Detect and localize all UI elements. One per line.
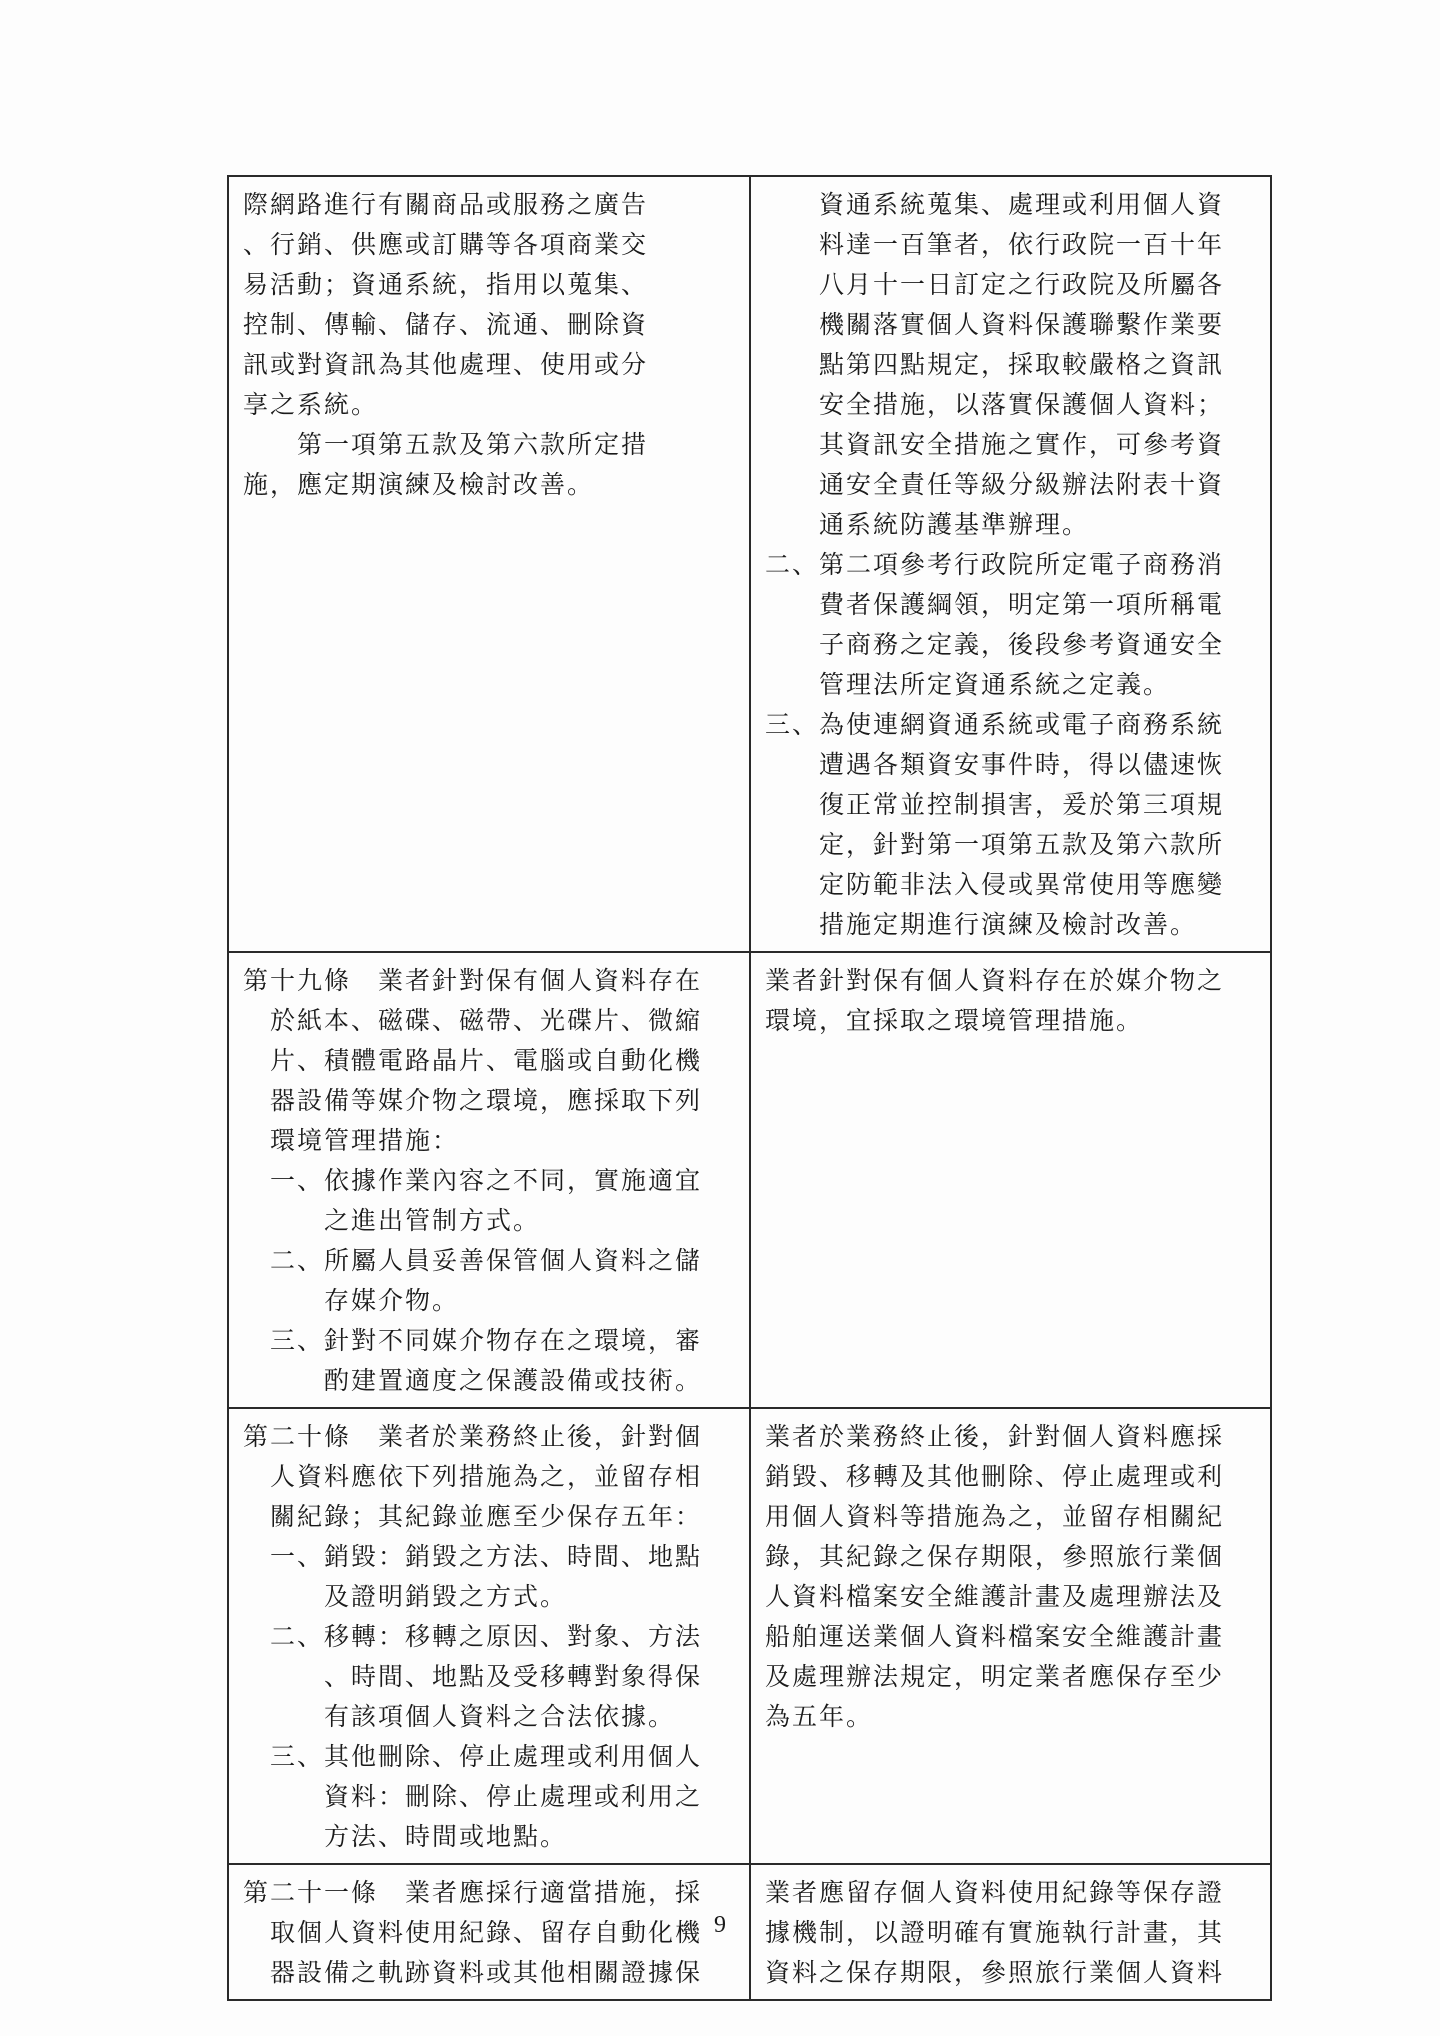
text-line: 片、積體電路晶片、電腦或自動化機	[243, 1046, 703, 1075]
text-line: 二、所屬人員妥善保管個人資料之儲	[243, 1246, 703, 1275]
text-line: 點第四點規定，採取較嚴格之資訊	[765, 350, 1225, 379]
text-line: 酌建置適度之保護設備或技術。	[243, 1366, 703, 1395]
comparison-table	[227, 175, 1272, 2001]
text-line: 三、其他刪除、停止處理或利用個人	[243, 1742, 703, 1771]
explanation-text-cell	[750, 952, 1271, 1408]
text-line: 一、銷毀：銷毀之方法、時間、地點	[243, 1542, 703, 1571]
text-line: 控制、傳輸、儲存、流通、刪除資	[243, 310, 649, 339]
text-line: 資料：刪除、停止處理或利用之	[243, 1782, 703, 1811]
text-line: 資通系統蒐集、處理或利用個人資	[765, 190, 1225, 219]
text-line: 、時間、地點及受移轉對象得保	[243, 1662, 703, 1691]
text-line: 遭遇各類資安事件時，得以儘速恢	[765, 750, 1225, 779]
text-line: 訊或對資訊為其他處理、使用或分	[243, 350, 649, 379]
text-line: 為五年。	[765, 1702, 874, 1731]
text-line: 關紀錄；其紀錄並應至少保存五年：	[243, 1502, 703, 1531]
text-line: 二、移轉：移轉之原因、對象、方法	[243, 1622, 703, 1651]
text-line: 第一項第五款及第六款所定措	[243, 430, 649, 459]
text-line: 存媒介物。	[243, 1286, 460, 1315]
text-line: 復正常並控制損害，爰於第三項規	[765, 790, 1225, 819]
text-line: 管理法所定資通系統之定義。	[765, 670, 1171, 699]
regulation-text-cell	[228, 952, 750, 1408]
text-line: 人資料檔案安全維護計畫及處理辦法及	[765, 1582, 1225, 1611]
text-line: 通系統防護基準辦理。	[765, 510, 1090, 539]
text-line: 費者保護綱領，明定第一項所稱電	[765, 590, 1225, 619]
text-line: 三、針對不同媒介物存在之環境，審	[243, 1326, 703, 1355]
text-line: 及證明銷毀之方式。	[243, 1582, 568, 1611]
text-line: 於紙本、磁碟、磁帶、光碟片、微縮	[243, 1006, 703, 1035]
text-line: 有該項個人資料之合法依據。	[243, 1702, 676, 1731]
text-line: 際網路進行有關商品或服務之廣告	[243, 190, 649, 219]
regulation-text-cell	[228, 1408, 750, 1864]
text-line: 業者於業務終止後，針對個人資料應採	[765, 1422, 1225, 1451]
text-line: 據機制，以證明確有實施執行計畫，其	[765, 1918, 1225, 1947]
text-line: 享之系統。	[243, 390, 379, 419]
text-line: 業者針對保有個人資料存在於媒介物之	[765, 966, 1225, 995]
text-line: 取個人資料使用紀錄、留存自動化機	[243, 1918, 703, 1947]
text-line: 其資訊安全措施之實作，可參考資	[765, 430, 1225, 459]
text-line: 之進出管制方式。	[243, 1206, 541, 1235]
text-line: 易活動；資通系統，指用以蒐集、	[243, 270, 649, 299]
text-line: 安全措施，以落實保護個人資料；	[765, 390, 1225, 419]
text-line: 及處理辦法規定，明定業者應保存至少	[765, 1662, 1225, 1691]
text-line: 二、第二項參考行政院所定電子商務消	[765, 550, 1225, 579]
text-line: 第二十條 業者於業務終止後，針對個	[243, 1422, 703, 1451]
text-line: 機關落實個人資料保護聯繫作業要	[765, 310, 1225, 339]
table-row	[228, 176, 1271, 952]
text-line: 三、為使連網資通系統或電子商務系統	[765, 710, 1225, 739]
text-line: 第十九條 業者針對保有個人資料存在	[243, 966, 703, 995]
text-line: 子商務之定義，後段參考資通安全	[765, 630, 1225, 659]
explanation-text-cell	[750, 1408, 1271, 1864]
text-line: 施，應定期演練及檢討改善。	[243, 470, 595, 499]
text-line: 業者應留存個人資料使用紀錄等保存證	[765, 1878, 1225, 1907]
text-line: 器設備之軌跡資料或其他相關證據保	[243, 1958, 703, 1987]
text-line: 器設備等媒介物之環境，應採取下列	[243, 1086, 703, 1115]
text-line: 船舶運送業個人資料檔案安全維護計畫	[765, 1622, 1225, 1651]
explanation-text-cell	[750, 176, 1271, 952]
text-line: 用個人資料等措施為之，並留存相關紀	[765, 1502, 1225, 1531]
text-line: 第二十一條 業者應採行適當措施，採	[243, 1878, 703, 1907]
text-line: 銷毀、移轉及其他刪除、停止處理或利	[765, 1462, 1225, 1491]
table-row	[228, 952, 1271, 1408]
text-line: 定，針對第一項第五款及第六款所	[765, 830, 1225, 859]
text-line: 錄，其紀錄之保存期限，參照旅行業個	[765, 1542, 1225, 1571]
text-line: 、行銷、供應或訂購等各項商業交	[243, 230, 649, 259]
text-line: 通安全責任等級分級辦法附表十資	[765, 470, 1225, 499]
text-line: 八月十一日訂定之行政院及所屬各	[765, 270, 1225, 299]
text-line: 環境，宜採取之環境管理措施。	[765, 1006, 1144, 1035]
text-line: 方法、時間或地點。	[243, 1822, 568, 1851]
table-row	[228, 1408, 1271, 1864]
text-line: 定防範非法入侵或異常使用等應變	[765, 870, 1225, 899]
text-line: 一、依據作業內容之不同，實施適宜	[243, 1166, 703, 1195]
page-number: 9	[714, 1912, 726, 1938]
text-line: 資料之保存期限，參照旅行業個人資料	[765, 1958, 1225, 1987]
text-line: 人資料應依下列措施為之，並留存相	[243, 1462, 703, 1491]
regulation-text-cell	[228, 176, 750, 952]
text-line: 環境管理措施：	[243, 1126, 460, 1155]
text-line: 措施定期進行演練及檢討改善。	[765, 910, 1198, 939]
text-line: 料達一百筆者，依行政院一百十年	[765, 230, 1225, 259]
